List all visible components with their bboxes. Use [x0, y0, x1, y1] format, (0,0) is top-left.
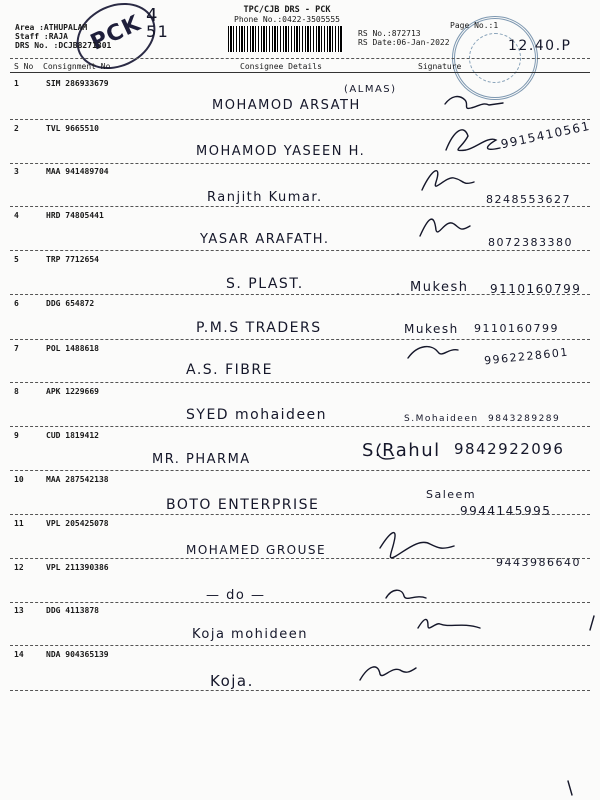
col-signature: Signature [418, 62, 462, 71]
row-6-consignment: DDG 654872 [46, 299, 95, 308]
row-4-consignee: YASAR ARAFATH. [200, 232, 330, 247]
row-14-consignment: NDA 904365139 [46, 650, 109, 659]
row-9-consignment: CUD 1819412 [46, 431, 99, 440]
row-5-consignment: TRP 7712654 [46, 255, 99, 264]
time-note: 12.40.P [508, 38, 572, 54]
rs-number: RS No.:872713 [358, 29, 421, 38]
row-10-consignee: BOTO ENTERPRISE [166, 497, 320, 513]
col-consignee: Consignee Details [240, 62, 322, 71]
row-6-no: 6 [14, 299, 19, 308]
row-12-consignment: VPL 211390386 [46, 563, 109, 572]
row-6-note: Mukesh [404, 322, 459, 336]
drs-number: DRS No. :DCJB8271301 [15, 41, 112, 50]
row-12-consignee: — do — [206, 588, 266, 603]
staff-label: Staff :RAJA [15, 32, 68, 41]
row-10-note: Saleem [426, 488, 477, 501]
row-5-consignee: S. PLAST. [226, 276, 304, 292]
row-13-consignee: Koja mohideen [192, 627, 308, 642]
row-14-no: 14 [14, 650, 24, 659]
phone-number: Phone No.:0422-3505555 [234, 15, 340, 24]
row-11-phone: 9443986640 [496, 556, 581, 569]
row-9-no: 9 [14, 431, 19, 440]
row-3-no: 3 [14, 167, 19, 176]
row-8-consignee: SYED mohaideen [186, 407, 328, 423]
row-3-phone: 8248553627 [486, 193, 571, 206]
row-11-no: 11 [14, 519, 24, 528]
row-14-consignee: Koja. [210, 672, 254, 690]
corner-number-note: 4 [146, 5, 159, 26]
row-13-consignment: DDG 4113878 [46, 606, 99, 615]
row-6-consignee: P.M.S TRADERS [196, 320, 322, 336]
row-6-phone: 9110160799 [474, 322, 559, 335]
row-1-note: (ALMAS) [344, 84, 397, 95]
row-9-consignee: MR. PHARMA [152, 452, 251, 467]
row-8-note: S.Mohaideen [404, 414, 479, 424]
row-8-no: 8 [14, 387, 19, 396]
row-8-consignment: APK 1229669 [46, 387, 99, 396]
signature-row-14 [360, 667, 416, 680]
row-2-consignment: TVL 9665510 [46, 124, 99, 133]
row-2-no: 2 [14, 124, 19, 133]
row-2-consignee: MOHAMOD YASEEN H. [196, 144, 366, 159]
row-4-no: 4 [14, 211, 19, 220]
row-7-no: 7 [14, 344, 19, 353]
row-13-no: 13 [14, 606, 24, 615]
sheet-title: TPC/CJB DRS - PCK [243, 5, 331, 15]
signature-row-11 [380, 533, 454, 558]
row-9-note: S.Rahul [362, 440, 441, 461]
row-4-consignment: HRD 74805441 [46, 211, 104, 220]
col-consignment: Consignment No [43, 62, 111, 71]
signature-row-7 [408, 347, 458, 358]
edge-mark [590, 616, 594, 630]
signature-row-4 [420, 219, 470, 236]
row-1-consignment: SIM 286933679 [46, 79, 109, 88]
row-10-no: 10 [14, 475, 24, 484]
row-7-consignment: POL 1488618 [46, 344, 99, 353]
page-number: Page No.:1 [450, 21, 499, 30]
row-11-consignee: MOHAMED GROUSE [186, 543, 327, 557]
signature-row-12 [386, 590, 426, 598]
signature-row-3 [422, 171, 474, 190]
row-5-no: 5 [14, 255, 19, 264]
signature-row-9 [377, 444, 394, 459]
row-7-phone: 9962228601 [483, 345, 570, 368]
signature-row-13 [418, 619, 480, 628]
row-10-phone: 9944145995 [460, 504, 552, 518]
area-label: Area :ATHUPALAM [15, 23, 88, 32]
edge-mark [568, 781, 572, 795]
row-3-consignment: MAA 941489704 [46, 167, 109, 176]
row-3-consignee: Ranjith Kumar. [207, 190, 323, 205]
row-5-phone: 9110160799 [490, 282, 582, 296]
row-4-phone: 8072383380 [488, 236, 573, 249]
row-12-no: 12 [14, 563, 24, 572]
col-sno: S No [14, 62, 34, 71]
row-7-consignee: A.S. FIBRE [186, 362, 273, 378]
row-1-consignee: MOHAMOD ARSATH [212, 98, 361, 113]
pck-stamp-text: PCK [87, 10, 145, 56]
row-8-phone: 9843289289 [488, 414, 561, 424]
row-1-no: 1 [14, 79, 19, 88]
rs-date: RS Date:06-Jan-2022 [358, 38, 450, 47]
row-11-consignment: VPL 205425078 [46, 519, 109, 528]
row-5-note: Mukesh [410, 280, 469, 295]
signature-row-2 [446, 130, 500, 151]
signature-row-1 [445, 97, 503, 109]
row-2-phone: 9915410561 [499, 118, 592, 152]
row-9-phone: 9842922096 [454, 440, 565, 458]
row-10-consignment: MAA 287542138 [46, 475, 109, 484]
corner-fraction-note: 51 [146, 22, 170, 41]
